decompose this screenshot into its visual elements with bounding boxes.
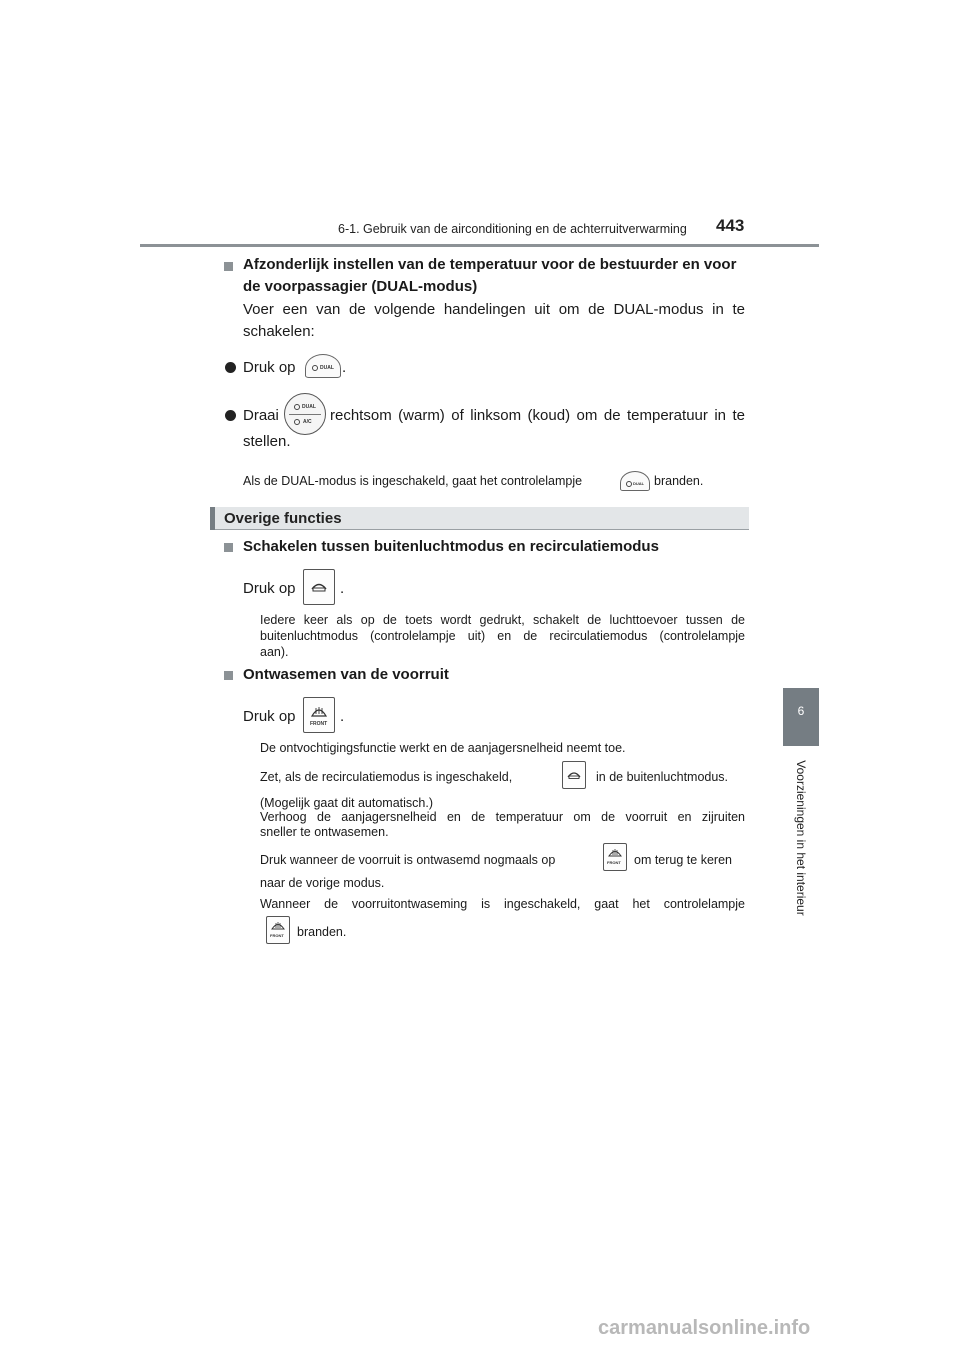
recirc-note-line-1: Iedere keer als op de toets wordt gedrukt, schakelt de luchttoevoer tussen de	[260, 613, 745, 627]
dual-note: Als de DUAL-modus is ingeschakeld, gaat het controlelampje	[243, 474, 583, 488]
defog-note-line-2: Zet, als de recirculatiemodus is ingeschakeld,	[260, 770, 513, 784]
chapter-title-strip	[787, 746, 815, 930]
section-header	[210, 507, 749, 530]
recirc-press-text: Druk op	[243, 580, 296, 597]
heading-marker-icon	[224, 671, 233, 680]
recirculation-button-icon	[303, 569, 335, 605]
defog-note-line-9: branden.	[297, 925, 347, 939]
defog-note-line-2-end: in de buitenluchtmodus.	[596, 770, 729, 784]
front-defroster-indicator-icon	[266, 916, 290, 944]
dual-indicator-icon	[620, 471, 650, 491]
page-number: 443	[716, 216, 745, 235]
bullet1-period: .	[342, 359, 347, 376]
front-defroster-button-icon	[603, 843, 627, 871]
recirc-note-line-2: buitenluchtmodus (controlelampje uit) en de recirculatiemodus (controlelampje	[260, 629, 745, 643]
watermark: carmanualsonline.info	[598, 1317, 811, 1339]
dual-note-end: branden.	[654, 474, 704, 488]
recirc-press-period: .	[340, 580, 345, 597]
heading-marker-icon	[224, 543, 233, 552]
front-label: FRONT	[270, 933, 284, 938]
bullet1-text: Druk op	[243, 359, 296, 376]
bullet-icon	[225, 410, 236, 421]
section-title: Overige functies	[224, 510, 342, 527]
running-header: 6-1. Gebruik van de airconditioning en de achterruitverwarming	[338, 222, 687, 236]
front-defroster-button-icon	[303, 697, 335, 733]
recirc-heading: Schakelen tussen buitenluchtmodus en recirculatiemodus	[243, 538, 659, 555]
knob-dual-label: DUAL	[302, 404, 316, 410]
dual-intro-line-1: Voer een van de volgende handelingen uit om de DUAL-modus in te	[243, 301, 745, 318]
dual-intro-line-2: schakelen:	[243, 323, 315, 340]
defog-note-line-5: sneller te ontwasemen.	[260, 825, 389, 839]
defog-note-line-4: Verhoog de aanjagersnelheid en de temperatuur om de voorruit en zijruiten	[260, 810, 745, 824]
front-label: FRONT	[310, 721, 328, 727]
defog-note-line-6-end: om terug te keren	[634, 853, 732, 867]
defog-note-line-6: Druk wanneer de voorruit is ontwasemd nogmaals op	[260, 853, 556, 867]
temperature-knob-icon	[284, 393, 326, 435]
recirc-note-line-3: aan).	[260, 645, 289, 659]
dual-heading-line-2: de voorpassagier (DUAL-modus)	[243, 278, 478, 295]
defog-note-line-1: De ontvochtigingsfunctie werkt en de aanjagersnelheid neemt toe.	[260, 741, 626, 755]
knob-ac-label: A/C	[303, 419, 312, 425]
defog-note-line-8: Wanneer de voorruitontwaseming is ingeschakeld, gaat het controlelampje	[260, 897, 745, 911]
front-label: FRONT	[607, 860, 621, 865]
defog-note-line-3: (Mogelijk gaat dit automatisch.)	[260, 796, 433, 810]
chapter-title: Voorzieningen in het interieur	[794, 760, 808, 916]
header-rule	[140, 244, 819, 247]
dual-button-label: DUAL	[320, 365, 334, 371]
chapter-number: 6	[797, 704, 805, 718]
bullet-icon	[225, 362, 236, 373]
chapter-tab	[783, 688, 819, 746]
dual-button-icon	[305, 354, 341, 378]
dual-heading-line-1: Afzonderlijk instellen van de temperatuur voor de bestuurder en voor	[243, 256, 737, 273]
defog-press-period: .	[340, 708, 345, 725]
defog-press-text: Druk op	[243, 708, 296, 725]
bullet2-text: Draai	[243, 407, 279, 424]
defog-note-line-7: naar de vorige modus.	[260, 876, 385, 890]
heading-marker-icon	[224, 262, 233, 271]
defog-heading: Ontwasemen van de voorruit	[243, 666, 449, 683]
bullet2-text-line2: stellen.	[243, 433, 291, 450]
indicator-dual-label: DUAL	[633, 481, 645, 486]
recirculation-button-icon	[562, 761, 586, 789]
section-bar	[210, 507, 215, 530]
bullet2-text-cont: rechtsom (warm) of linksom (koud) om de temperatuur in te	[330, 407, 745, 424]
